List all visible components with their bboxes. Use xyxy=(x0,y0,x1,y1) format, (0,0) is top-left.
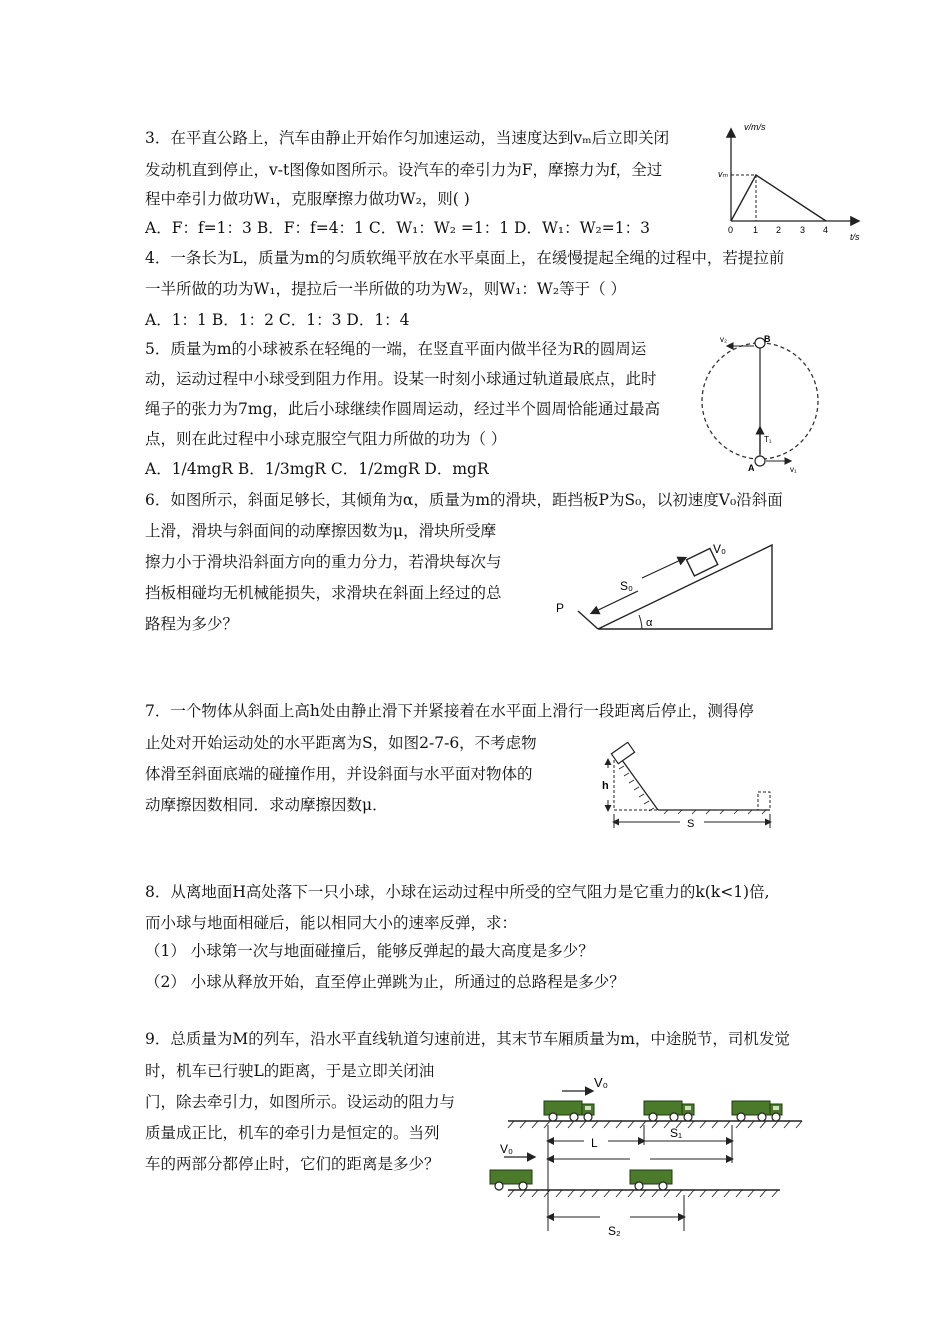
q3-options: A．F：f=1：3 B．F：f=4：1 C．W₁：W₂ =1：1 D．W₁：W₂=1：3 xyxy=(145,219,650,237)
svg-text:S₀: S₀ xyxy=(620,579,633,593)
svg-text:3: 3 xyxy=(800,225,806,235)
s0-arrow xyxy=(592,591,638,613)
svg-text:B: B xyxy=(764,334,771,344)
q3-line-2: 发动机直到停止，v-t图像如图所示。设汽车的牵引力为F，摩擦力为f，全过 xyxy=(145,161,663,179)
q7-line-1: 7．一个物体从斜面上高h处由静止滑下并紧接着在水平面上滑行一段距离后停止，测得停 xyxy=(145,702,754,720)
slope-ground-figure xyxy=(590,738,780,830)
svg-text:S₁: S₁ xyxy=(670,1126,683,1140)
q5-line-4: 点，则在此过程中小球克服空气阻力所做的功为（ ） xyxy=(145,430,507,448)
q4-line-2: 一半所做的功为W₁，提拉后一半所做的功为W₂，则W₁：W₂等于（ ） xyxy=(145,280,627,298)
vt-ylabel: v/m/s xyxy=(744,122,766,132)
svg-text:v₂: v₂ xyxy=(720,335,728,344)
circle-motion-figure xyxy=(690,330,850,480)
wagon-bottom-2 xyxy=(630,1170,672,1190)
vt-xlabel: t/s xyxy=(850,232,860,242)
svg-text:1: 1 xyxy=(753,225,759,235)
q5-options: A．1/4mgR B．1/3mgR C．1/2mgR D．mgR xyxy=(145,460,489,478)
vt-graph xyxy=(718,120,868,245)
svg-text:v₁: v₁ xyxy=(790,465,797,474)
q8-line-1: 8．从离地面H高处落下一只小球，小球在运动过程中所受的空气阻力是它重力的k(k<1)倍, xyxy=(145,883,770,901)
svg-text:S₂: S₂ xyxy=(608,1224,621,1238)
ball-bottom xyxy=(755,456,765,466)
q5-line-1: 5．质量为m的小球被系在轻绳的一端，在竖直平面内做半径为R的圆周运 xyxy=(145,340,647,358)
q6-line-4: 挡板相碰均无机械能损失，求滑块在斜面上经过的总 xyxy=(145,584,502,602)
q9-line-5: 车的两部分都停止时，它们的距离是多少？ xyxy=(145,1155,440,1173)
wagon-bottom-1 xyxy=(490,1170,532,1190)
svg-text:V₀: V₀ xyxy=(594,1075,609,1090)
q9-line-4: 质量成正比，机车的牵引力是恒定的。当列 xyxy=(145,1124,440,1142)
svg-text:A: A xyxy=(748,463,755,473)
q6-line-1: 6．如图所示，斜面足够长，其倾角为α，质量为m的滑块，距挡板P为S₀，以初速度V₀沿斜面 xyxy=(145,491,783,509)
q6-line-2: 上滑，滑块与斜面间的动摩擦因数为μ，滑块所受摩 xyxy=(145,522,497,540)
q7-line-3: 体滑至斜面底端的碰撞作用，并设斜面与水平面对物体的 xyxy=(145,765,533,783)
svg-text:V₀: V₀ xyxy=(500,1142,513,1156)
q8-sub-2: （2） 小球从释放开始，直至停止弹跳为止，所通过的总路程是多少？ xyxy=(145,973,625,991)
q6-line-5: 路程为多少？ xyxy=(145,615,239,633)
train-top-3 xyxy=(732,1101,782,1121)
q3-line-1: 3．在平直公路上，汽车由静止开始作匀加速运动，当速度达到vₘ后立即关闭 xyxy=(145,129,670,147)
q3-line-3: 程中牵引力做功W₁，克服摩擦力做功W₂，则( ) xyxy=(145,190,470,208)
q9-line-1: 9．总质量为M的列车，沿水平直线轨道匀速前进，其末节车厢质量为m，中途脱节，司机发觉 xyxy=(145,1030,790,1048)
q4-options: A．1：1 B．1：2 C．1：3 D．1：4 xyxy=(145,311,410,329)
svg-text:P: P xyxy=(556,601,565,615)
train-top-1 xyxy=(544,1101,594,1121)
svg-text:α: α xyxy=(646,617,653,629)
q4-line-1: 4．一条长为L，质量为m的匀质软绳平放在水平桌面上，在缓慢提起全绳的过程中，若提拉前 xyxy=(145,249,785,267)
svg-text:T₁: T₁ xyxy=(764,435,772,444)
svg-text:S: S xyxy=(687,818,695,830)
q9-line-2: 时，机车已行驶L的距离，于是立即关闭油 xyxy=(145,1062,435,1080)
barrier-p xyxy=(578,611,598,629)
svg-text:4: 4 xyxy=(823,225,829,235)
train-figure xyxy=(480,1065,810,1240)
q8-line-2: 而小球与地面相碰后，能以相同大小的速率反弹，求： xyxy=(145,914,518,932)
q6-line-3: 擦力小于滑块沿斜面方向的重力分力，若滑块每次与 xyxy=(145,553,502,571)
object-block xyxy=(611,742,634,763)
q5-line-3: 绳子的张力为7mg，此后小球继续作圆周运动，经过半个圆周恰能通过最高 xyxy=(145,400,660,418)
incline-figure xyxy=(550,535,785,640)
svg-text:V₀: V₀ xyxy=(713,542,726,556)
svg-text:2: 2 xyxy=(776,225,782,235)
train-top-2 xyxy=(644,1101,694,1121)
q5-line-2: 动，运动过程中小球受到阻力作用。设某一时刻小球通过轨道最底点，此时 xyxy=(145,370,657,388)
stop-block xyxy=(758,792,770,810)
q9-line-3: 门，除去牵引力，如图所示。设运动的阻力与 xyxy=(145,1093,456,1111)
q8-sub-1: （1） 小球第一次与地面碰撞后，能够反弹起的最大高度是多少？ xyxy=(145,942,594,960)
vt-origin: 0 xyxy=(728,225,734,235)
vt-vm: vₘ xyxy=(718,169,729,179)
q7-line-2: 止处对开始运动处的水平距离为S，如图2-7-6，不考虑物 xyxy=(145,734,537,752)
v0-arrow xyxy=(642,558,685,578)
svg-text:L: L xyxy=(591,1136,598,1150)
vt-line xyxy=(731,175,826,221)
q7-line-4: 动摩擦因数相同．求动摩擦因数μ． xyxy=(145,796,388,814)
svg-text:h: h xyxy=(602,780,609,792)
